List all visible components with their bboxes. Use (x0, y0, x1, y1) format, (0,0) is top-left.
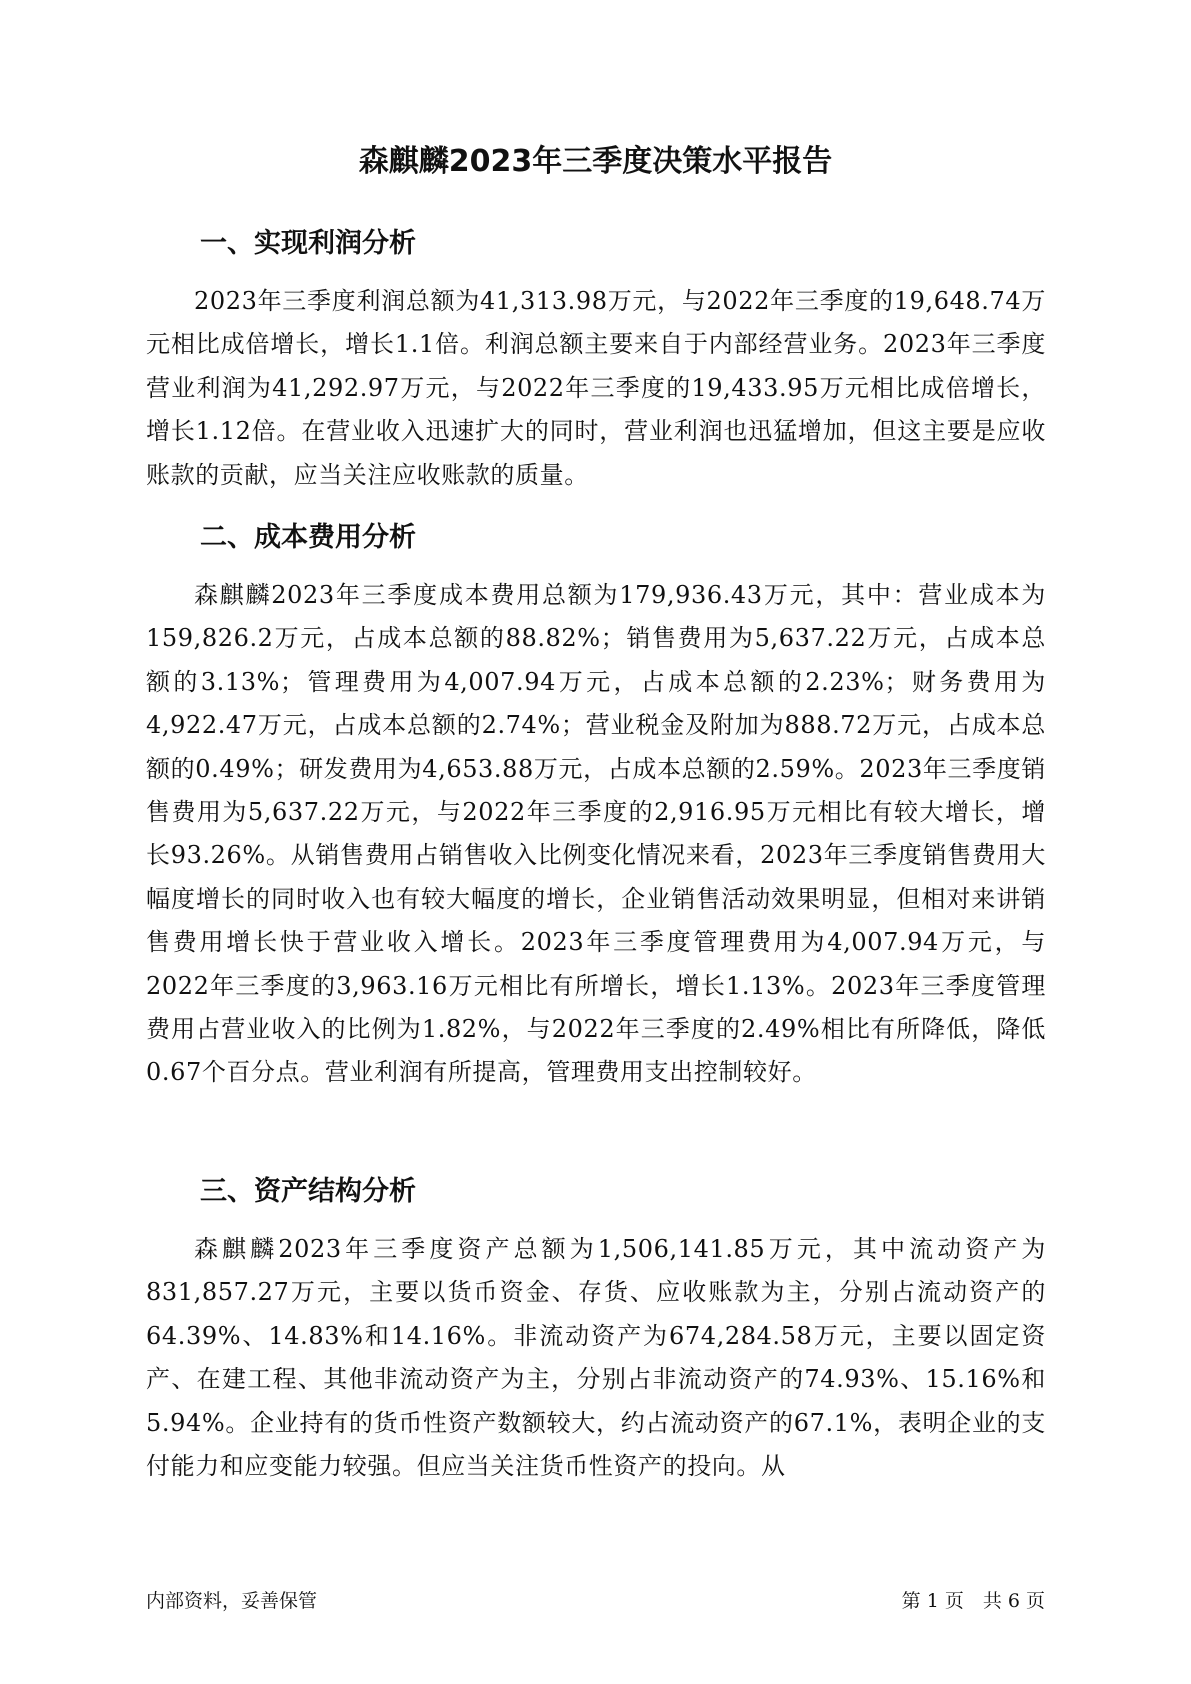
footer-confidential-note: 内部资料，妥善保管 (146, 1590, 318, 1612)
page-title: 森麒麟2023年三季度决策水平报告 (358, 144, 833, 179)
section-body-profit: 2023年三季度利润总额为41,313.98万元，与2022年三季度的19,648.74万元相比成倍增长，增长1.1倍。利润总额主要来自于内部经营业务。2023年三季度营业利润为41,292.97万元，与2022年三季度的19,433.95万元相比成倍增长，增长1.12倍。在营业收入迅速扩大的同时，营业利润也迅猛增加，但这主要是应收账款的贡献，应当关注应收账款的质量。 (146, 287, 1046, 489)
section-heading-assets: 三、资产结构分析 (200, 1176, 416, 1207)
section-heading-cost: 二、成本费用分析 (200, 522, 416, 553)
section-heading-profit: 一、实现利润分析 (200, 228, 416, 259)
section-body-assets: 森麒麟2023年三季度资产总额为1,506,141.85万元，其中流动资产为831,857.27万元，主要以货币资金、存货、应收账款为主，分别占流动资产的64.39%、14.83%和14.16%。非流动资产为674,284.58万元，主要以固定资产、在建工程、其他非流动资产为主，分别占非流动资产的74.93%、15.16%和5.94%。企业持有的货币性资产数额较大，约占流动资产的67.1%，表明企业的支付能力和应变能力较强。但应当关注货币性资产的投向。从 (146, 1235, 1046, 1481)
footer-page-number: 第 1 页 共 6 页 (901, 1590, 1045, 1612)
section-body-cost: 森麒麟2023年三季度成本费用总额为179,936.43万元，其中：营业成本为159,826.2万元，占成本总额的88.82%；销售费用为5,637.22万元，占成本总额的3.13%；管理费用为4,007.94万元，占成本总额的2.23%；财务费用为4,922.47万元，占成本总额的2.74%；营业税金及附加为888.72万元，占成本总额的0.49%；研发费用为4,653.88万元，占成本总额的2.59%。2023年三季度销售费用为5,637.22万元，与2022年三季度的2,916.95万元相比有较大增长，增长93.26%。从销售费用占销售收入比例变化情况来看，2023年三季度销售费用大幅度增长的同时收入也有较大幅度的增长，企业销售活动效果明显，但相对来讲销售费用增长快于营业收入增长。2023年三季度管理费用为4,007.94万元，与2022年三季度的3,963.16万元相比有所增长，增长1.13%。2023年三季度管理费用占营业收入的比例为1.82%，与2022年三季度的2.49%相比有所降低，降低0.67个百分点。营业利润有所提高，管理费用支出控制较好。 (146, 581, 1046, 1087)
